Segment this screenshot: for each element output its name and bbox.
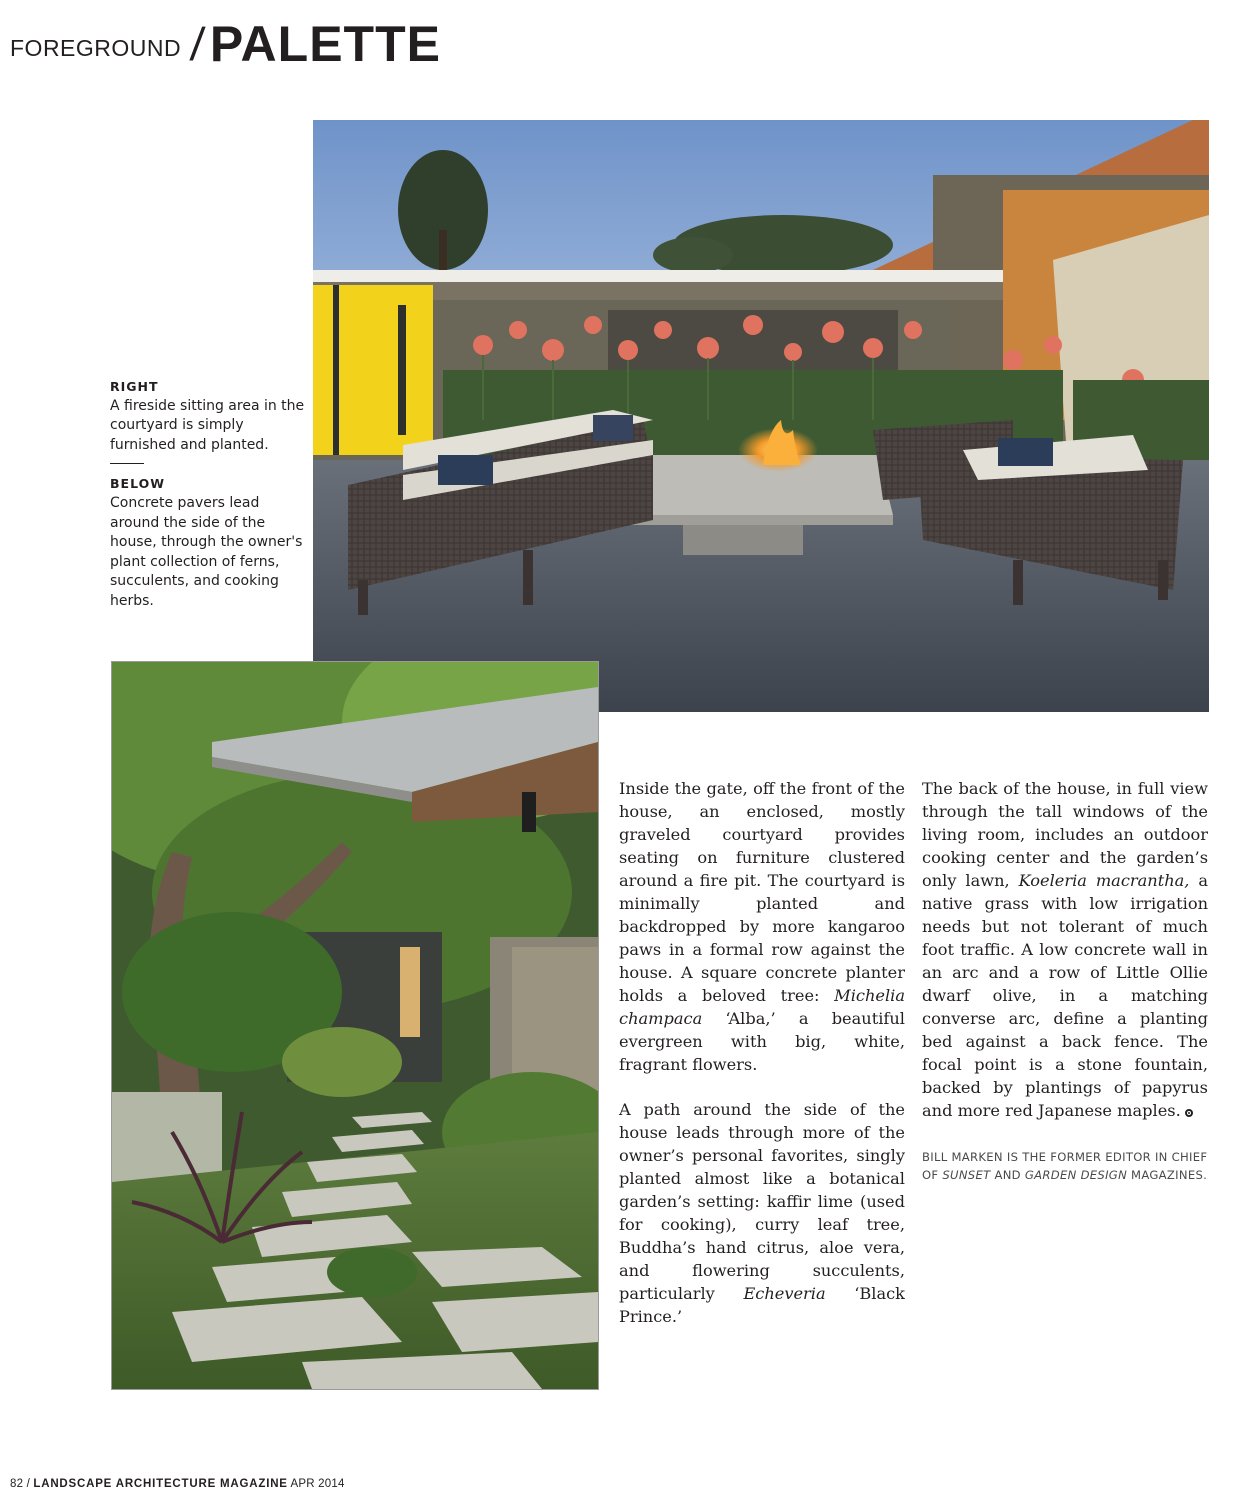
magazine-title: LANDSCAPE ARCHITECTURE MAGAZINE (33, 1478, 288, 1490)
caption-right-text: A fireside sitting area in the courtyard is simply furnished and planted. (110, 397, 305, 453)
text-run: The back of the house, in full view through the tall windows of the living room, includes an outdoor cooking center and the garden’s only lawn, (922, 779, 1208, 890)
page-number: 82 / (10, 1478, 30, 1490)
caption-divider (110, 463, 144, 464)
department-name: PALETTE (209, 16, 441, 72)
paragraph-back-house (922, 777, 1208, 1122)
text-run: AND (990, 1168, 1025, 1182)
article-column-2 (922, 777, 1208, 1184)
text-run: ‘Black Prince.’ (619, 1284, 905, 1326)
section-name: FOREGROUND (10, 34, 182, 61)
page-footer (10, 1478, 345, 1490)
courtyard-photo (313, 120, 1209, 712)
text-run: A path around the side of the house leads through more of the owner’s personal favorites, singly planted almost like a botanical garden’s setting: kaffir lime (used for cooking), curry leaf tree, Buddha’s hand citrus, aloe vera, and flowering succulents, particularly (619, 1100, 905, 1303)
page-header (10, 14, 441, 74)
paragraph-courtyard (619, 777, 905, 1076)
text-run: BILL MARKEN IS THE FORMER EDITOR IN CHIEF OF (922, 1150, 1208, 1182)
caption-below-label: BELOW (110, 476, 165, 492)
photo-captions (110, 377, 310, 612)
caption-right-label: RIGHT (110, 379, 159, 394)
magazine-name: GARDEN DESIGN (1024, 1168, 1128, 1182)
plant-name: Michelia champaca (619, 986, 905, 1028)
paragraph-side-path (619, 1098, 905, 1328)
header-separator: / (188, 18, 207, 70)
caption-below-text: Concrete pavers lead around the side of the house, through the owner's plant collection of ferns, succulents, and cooking herbs. (110, 494, 303, 609)
article-column-1 (619, 777, 905, 1328)
issue-date: APR 2014 (290, 1478, 345, 1490)
plant-name: Koeleria macrantha, (1018, 871, 1190, 890)
end-of-article-icon (1185, 1109, 1193, 1117)
text-run: a native grass with low irrigation needs but not tolerant of much foot traffic. A low concrete wall in an arc and a row of Little Ollie dwarf olive, in a matching converse arc, define a planting bed against a back fence. The focal point is a stone fountain, backed by plantings of papyrus and more red Japanese maples. (922, 871, 1209, 1120)
magazine-name: SUNSET (942, 1168, 991, 1182)
text-run: MAGAZINES. (1127, 1168, 1208, 1182)
text-run: ‘Alba,’ a beautiful evergreen with big, white, fragrant flowers. (619, 1009, 905, 1074)
side-path-photo (111, 661, 599, 1390)
plant-name: Echeveria (743, 1284, 826, 1303)
text-run: Inside the gate, off the front of the house, an enclosed, mostly graveled courtyard provides seating on furniture clustered around a fire pit. The courtyard is minimally planted and backdropped by more kangaroo paws in a formal row against the house. A square concrete planter holds a beloved tree: (619, 779, 905, 1005)
author-bio (922, 1148, 1208, 1184)
